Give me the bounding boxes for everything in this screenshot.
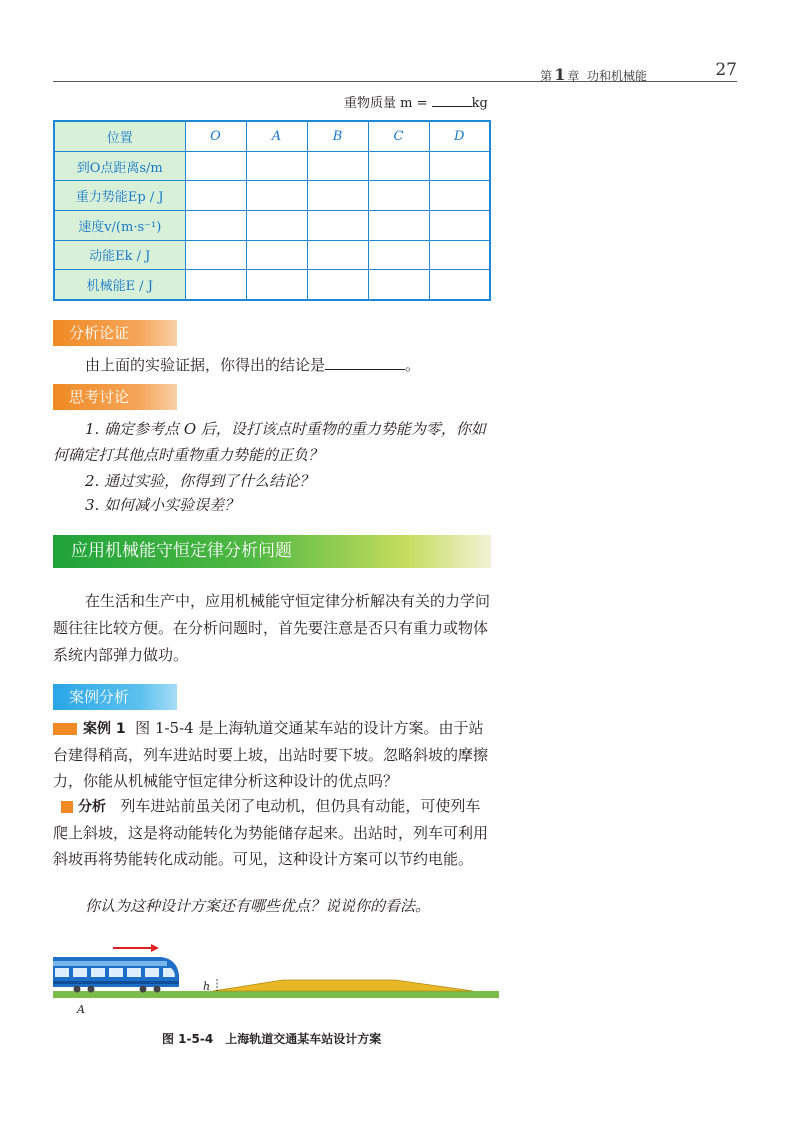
mass-unit: kg: [471, 96, 488, 111]
table-cell[interactable]: [185, 210, 246, 240]
case-analysis-label: 案例分析: [53, 684, 177, 710]
discussion-item-1: 1. 确定参考点 O 后，设打该点时重物的重力势能为零，你如何确定打其他点时重物重力势能的正负？: [53, 420, 486, 464]
discussion-item-3: 3. 如何减小实验误差？: [85, 496, 240, 514]
table-header-cell: A: [246, 121, 307, 151]
table-cell[interactable]: [368, 151, 429, 181]
table-cell[interactable]: [307, 151, 368, 181]
case-marker-icon: [53, 723, 77, 735]
point-a-label: A: [77, 1003, 85, 1016]
analysis-text: [53, 352, 491, 378]
table-row: [54, 270, 490, 300]
table-cell[interactable]: [185, 181, 246, 211]
table-cell[interactable]: [246, 240, 307, 270]
analysis-period: 。: [405, 356, 421, 374]
table-row-label: 速度v/(m·s⁻¹): [54, 210, 185, 240]
mass-label: 重物质量 m =: [344, 96, 428, 111]
conclusion-blank[interactable]: [325, 354, 405, 370]
page-header: [53, 52, 737, 82]
table-header-cell: B: [307, 121, 368, 151]
table-header-row: [54, 121, 490, 151]
table-cell[interactable]: [246, 210, 307, 240]
case-text: 图 1-5-4 是上海轨道交通某车站的设计方案。由于站台建得稍高，列车进站时要上坡，出站时要下坡。忽略斜坡的摩擦力，你能从机械能守恒定律分析这种设计的优点吗？: [53, 719, 489, 790]
table-cell[interactable]: [429, 151, 490, 181]
table-cell[interactable]: [185, 270, 246, 300]
analysis-block: [53, 793, 491, 872]
table-cell[interactable]: [368, 210, 429, 240]
analysis-body: 列车进站前虽关闭了电动机，但仍具有动能，可使列车爬上斜坡，这是将动能转化为势能储存起来。出站时，列车可利用斜坡再将势能转化成动能。可见，这种设计方案可以节约电能。: [53, 797, 489, 868]
follow-up-question: 你认为这种设计方案还有哪些优点？说说你的看法。: [85, 897, 431, 915]
mass-blank[interactable]: [432, 95, 472, 107]
table-cell[interactable]: [307, 181, 368, 211]
table-cell[interactable]: [307, 210, 368, 240]
analysis-title: 分析: [78, 799, 106, 815]
table-row-label: 动能Ek / J: [54, 240, 185, 270]
discussion-label: 思考讨论: [53, 384, 177, 410]
table-row: [54, 240, 490, 270]
table-cell[interactable]: [368, 270, 429, 300]
table-row-label: 到O点距离s/m: [54, 151, 185, 181]
discussion-item-2: 2. 通过实验，你得到了什么结论？: [85, 472, 315, 490]
chapter-number: 1: [554, 65, 566, 84]
table-row-label: 机械能E / J: [54, 270, 185, 300]
table-cell[interactable]: [368, 181, 429, 211]
data-table: [53, 120, 491, 301]
table-cell[interactable]: [368, 240, 429, 270]
section-title: 应用机械能守恒定律分析问题: [53, 535, 491, 568]
mass-line: [344, 92, 488, 111]
analysis-label: 分析论证: [53, 320, 177, 346]
table-header-cell: O: [185, 121, 246, 151]
case-title: 案例 1: [83, 721, 126, 737]
analysis-marker-icon: [61, 801, 73, 813]
ground-strip: [53, 991, 499, 998]
table-cell[interactable]: [429, 210, 490, 240]
table-row-label: 重力势能Ep / J: [54, 181, 185, 211]
figure-caption: 图 1-5-4 上海轨道交通某车站设计方案: [162, 1032, 382, 1046]
table-row: [54, 210, 490, 240]
case-1: [53, 715, 491, 794]
table-header-cell: D: [429, 121, 490, 151]
chapter-heading: [540, 65, 647, 84]
table-cell[interactable]: [246, 270, 307, 300]
analysis-prompt: 由上面的实验证据，你得出的结论是: [85, 356, 326, 374]
height-label: h: [203, 980, 211, 993]
table-cell[interactable]: [307, 240, 368, 270]
table-cell[interactable]: [429, 270, 490, 300]
table-header-cell: C: [368, 121, 429, 151]
chapter-title: 功和机械能: [586, 69, 647, 83]
table-cell[interactable]: [246, 181, 307, 211]
table-cell[interactable]: [429, 181, 490, 211]
chapter-suffix: 章: [567, 69, 580, 83]
table-cell[interactable]: [307, 270, 368, 300]
station-diagram: [53, 935, 499, 1020]
page-number: 27: [715, 60, 737, 80]
table-row: [54, 151, 490, 181]
table-cell[interactable]: [185, 151, 246, 181]
section-intro: 在生活和生产中，应用机械能守恒定律分析解决有关的力学问题往往比较方便。在分析问题时，首先要注意是否只有重力或物体系统内部弹力做功。: [53, 592, 491, 664]
chapter-prefix: 第: [540, 69, 553, 83]
table-cell[interactable]: [185, 240, 246, 270]
table-row: [54, 181, 490, 211]
table-cell[interactable]: [246, 151, 307, 181]
table-header-cell: 位置: [54, 121, 185, 151]
table-cell[interactable]: [429, 240, 490, 270]
